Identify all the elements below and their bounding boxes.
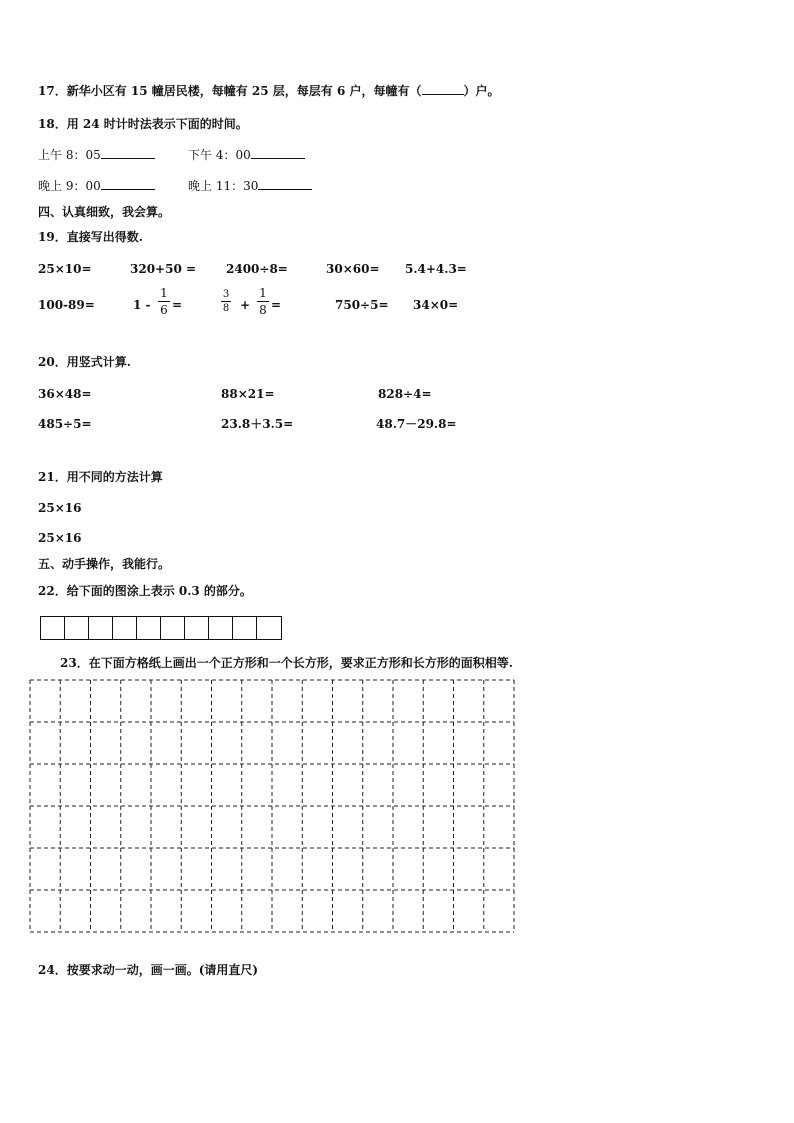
question-21-title: 21．用不同的方法计算 — [38, 470, 163, 484]
calc-item: 100-89= — [38, 298, 95, 312]
time-item-4 — [188, 178, 312, 194]
question-17-text: 17．新华小区有 15 幢居民楼，每幢有 25 层，每层有 6 户，每幢有（ — [38, 84, 422, 98]
answer-blank[interactable] — [258, 189, 312, 190]
fraction-one-eighth — [257, 286, 269, 317]
vertical-calc-item: 36×48= — [38, 387, 92, 401]
fraction-one-sixth — [158, 286, 170, 317]
fraction-denominator: 8 — [222, 303, 230, 314]
question-20-title: 20．用竖式计算. — [38, 355, 131, 369]
strip-cell[interactable] — [137, 617, 161, 639]
strip-cell[interactable] — [41, 617, 65, 639]
vertical-calc-item: 828÷4= — [378, 387, 432, 401]
time-label: 上午 8：05 — [38, 148, 101, 162]
time-item-3 — [38, 178, 155, 194]
time-label: 晚上 11：30 — [188, 179, 259, 193]
section-heading-4: 四、认真细致，我会算。 — [38, 205, 171, 219]
fraction-bar — [221, 301, 231, 302]
calc-item: 25×10= — [38, 262, 92, 276]
fraction-numerator: 1 — [160, 286, 168, 300]
calc-item: 750÷5= — [335, 298, 389, 312]
answer-blank[interactable] — [101, 189, 155, 190]
fraction-numerator: 1 — [259, 286, 267, 300]
question-17-text-end: ）户。 — [463, 84, 500, 98]
plus-sign: + — [240, 298, 251, 312]
calc-item: 30×60= — [326, 262, 380, 276]
question-23-title: 23．在下面方格纸上画出一个正方形和一个长方形，要求正方形和长方形的面积相等. — [60, 656, 513, 670]
answer-blank[interactable] — [251, 158, 305, 159]
question-22-title: 22．给下面的图涂上表示 0.3 的部分。 — [38, 584, 252, 598]
question-24-title: 24．按要求动一动，画一画。(请用直尺) — [38, 963, 259, 977]
question-18-title: 18．用 24 时计时法表示下面的时间。 — [38, 117, 248, 131]
time-label: 晚上 9：00 — [38, 179, 101, 193]
calc-item: 25×16 — [38, 531, 82, 545]
strip-cell[interactable] — [113, 617, 137, 639]
fraction-bar — [158, 301, 170, 302]
fraction-bar — [257, 301, 269, 302]
equals-sign: = — [172, 298, 183, 312]
strip-cell[interactable] — [257, 617, 281, 639]
calc-item: 34×0= — [413, 298, 459, 312]
calc-item: 5.4+4.3= — [405, 262, 467, 276]
vertical-calc-item: 88×21= — [221, 387, 275, 401]
answer-blank[interactable] — [101, 158, 155, 159]
answer-blank-17[interactable] — [422, 94, 464, 95]
question-17 — [38, 83, 500, 99]
strip-cell[interactable] — [65, 617, 89, 639]
vertical-calc-item: 485÷5= — [38, 417, 92, 431]
grid-paper[interactable] — [29, 679, 515, 933]
vertical-calc-item: 48.7－29.8= — [376, 417, 457, 431]
strip-cell[interactable] — [89, 617, 113, 639]
calc-item: 25×16 — [38, 501, 82, 515]
equals-sign: = — [271, 298, 282, 312]
strip-cell[interactable] — [161, 617, 185, 639]
calc-item: 2400÷8= — [226, 262, 288, 276]
time-item-2 — [188, 147, 305, 163]
section-heading-5: 五、动手操作，我能行。 — [38, 557, 171, 571]
fraction-denominator: 8 — [259, 303, 267, 317]
fraction-numerator: 3 — [222, 289, 230, 300]
fraction-denominator: 6 — [160, 303, 168, 317]
strip-cell[interactable] — [233, 617, 257, 639]
ten-cell-strip — [40, 616, 282, 640]
time-item-1 — [38, 147, 155, 163]
strip-cell[interactable] — [185, 617, 209, 639]
time-label: 下午 4：00 — [188, 148, 251, 162]
calc-item: 320+50 = — [130, 262, 197, 276]
question-19-title: 19．直接写出得数. — [38, 230, 143, 244]
calc-prefix: 1 - — [133, 298, 151, 312]
fraction-three-eighths — [221, 289, 231, 314]
vertical-calc-item: 23.8＋3.5= — [221, 417, 294, 431]
strip-cell[interactable] — [209, 617, 233, 639]
